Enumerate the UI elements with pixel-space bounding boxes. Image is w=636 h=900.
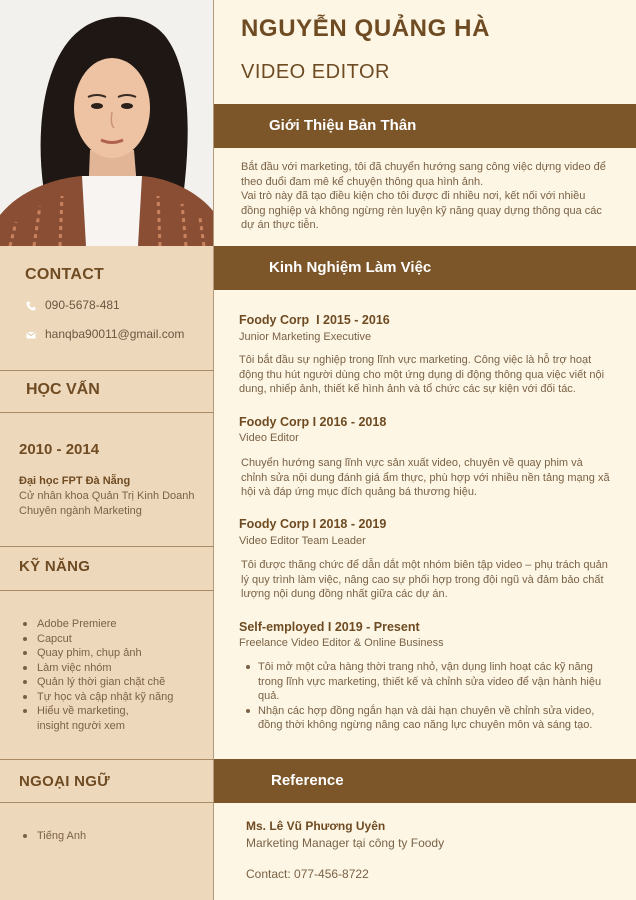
experience-heading: Kinh Nghiệm Làm Việc — [269, 259, 432, 276]
job-title: Self-employed I 2019 - Present — [239, 620, 420, 634]
about-text: Bắt đầu với marketing, tôi đã chuyển hướng sang công việc dựng video để theo đuổi đam mê kể chuyện thông qua hình ảnh. Vai trò này đã tạo điều kiện cho tôi được đi nhiều nơi, kết nối với nhiều đồng nghiệp và không ngừng rèn luyện kỹ năng quay dựng thông qua các dự án thực tiễn. — [241, 161, 606, 231]
about-header-band — [214, 104, 636, 148]
skill-item: Quay phim, chụp ảnh — [23, 646, 208, 661]
job-description: Tôi được thăng chức để dẫn dắt một nhóm biên tập video – phụ trách quản lý quy trình làm việc, nâng cao sự phối hợp trong đội ngũ và đảm bảo chất lượng nội dung đồng nhất giữa các dự án. — [241, 559, 608, 600]
divider-contact-education — [0, 370, 214, 371]
divider-education-body — [0, 412, 214, 413]
contact-heading: CONTACT — [25, 266, 105, 283]
person-name: NGUYỄN QUẢNG HÀ — [241, 15, 491, 42]
phone-row — [26, 298, 120, 312]
job-description: Chuyển hướng sang lĩnh vực sản xuất video, chuyên về quay phim và chỉnh sửa nội dung đánh giá ẩm thực, phù hợp với nhiều nền tảng mạng xã hội và đáp ứng mục đích quảng bá thương hiệu. — [241, 457, 610, 498]
job-title: Foody Corp I 2018 - 2019 — [239, 517, 387, 531]
skill-item: Làm việc nhóm — [23, 661, 208, 676]
divider-skills-body — [0, 590, 214, 591]
skill-item: Adobe Premiere — [23, 617, 208, 632]
skill-item: Hiểu về marketing, — [23, 704, 208, 719]
phone-icon — [26, 300, 36, 310]
divider-skills-languages — [0, 759, 214, 760]
reference-contact: Contact: 077-456-8722 — [246, 867, 369, 881]
envelope-icon — [26, 329, 36, 339]
skill-item: Quản lý thời gian chặt chẽ — [23, 675, 208, 690]
person-role: VIDEO EDITOR — [241, 61, 390, 83]
languages-heading: NGOẠI NGỮ — [19, 773, 110, 790]
experience-header-band — [214, 246, 636, 290]
reference-header-band — [214, 759, 636, 803]
reference-position: Marketing Manager tại công ty Foody — [246, 836, 445, 850]
job-title: Foody Corp I 2016 - 2018 — [239, 415, 387, 429]
skills-heading: KỸ NĂNG — [19, 558, 91, 575]
job-role: Freelance Video Editor & Online Business — [239, 637, 444, 649]
job-bullet: Nhận các hợp đồng ngắn hạn và dài hạn chuyên về chỉnh sửa video, đồng thời không ngừng nâng cao năng lực chuyên môn và sáng tạo. — [244, 704, 610, 733]
language-item: Tiếng Anh — [23, 829, 86, 844]
job-role: Video Editor — [239, 432, 299, 444]
job-description: Tôi bắt đầu sự nghiệp trong lĩnh vực marketing. Công việc là hỗ trợ hoạt động thu hút người dùng cho một ứng dụng di động thông qua việc viết nội dung, nhiếp ảnh, thiết kế hình ảnh và tổ chức các sự kiện với đối tác. — [239, 354, 605, 395]
education-major: Chuyên ngành Marketing — [19, 505, 142, 517]
education-school: Đại học FPT Đà Nẵng — [19, 475, 131, 487]
skills-list — [23, 617, 208, 733]
education-years: 2010 - 2014 — [19, 441, 100, 458]
reference-name: Ms. Lê Vũ Phương Uyên — [246, 819, 386, 833]
job-title: Foody Corp I 2015 - 2016 — [239, 313, 390, 327]
education-degree: Cử nhân khoa Quản Trị Kinh Doanh — [19, 490, 195, 502]
languages-list — [23, 829, 86, 844]
job-bullet-list — [244, 660, 610, 733]
phone-text: 090-5678-481 — [45, 298, 120, 312]
job-role: Junior Marketing Executive — [239, 331, 372, 343]
divider-languages-body — [0, 802, 214, 803]
job-role: Video Editor Team Leader — [239, 535, 366, 547]
email-row — [26, 327, 184, 341]
about-heading: Giới Thiệu Bản Thân — [269, 117, 417, 134]
education-heading: HỌC VẤN — [26, 381, 100, 398]
divider-education-skills — [0, 546, 214, 547]
reference-heading: Reference — [271, 772, 344, 789]
skill-item-continued: insight người xem — [37, 719, 125, 732]
profile-photo — [0, 0, 214, 246]
job-bullet: Tôi mở một cửa hàng thời trang nhỏ, vận dụng linh hoạt các kỹ năng trong lĩnh vực marketing, thiết kế và chỉnh sửa video để vận hành hiệu quả. — [244, 660, 610, 704]
skill-item: Tự học và cập nhật kỹ năng — [23, 690, 208, 705]
email-text: hanqba90011@gmail.com — [45, 327, 185, 341]
skill-item: Capcut — [23, 632, 208, 647]
